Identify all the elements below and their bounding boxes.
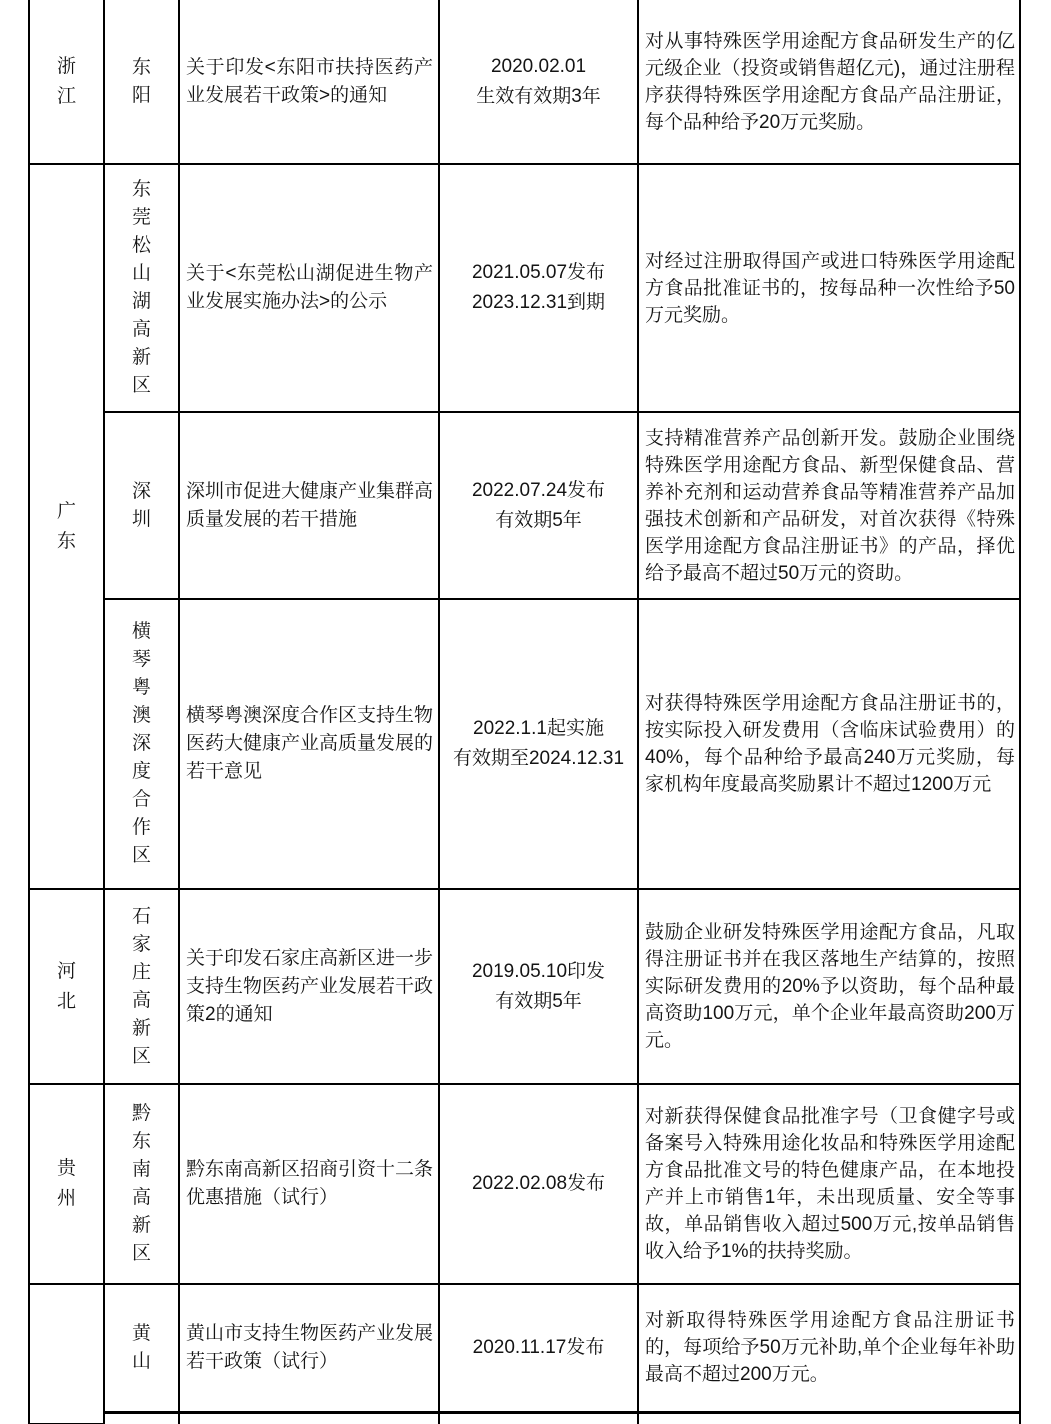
date-line-1: 2022.07.24发布 xyxy=(471,479,606,501)
policy-title-cell xyxy=(179,1084,439,1284)
description-cell xyxy=(638,599,1020,889)
date-cell xyxy=(439,1084,638,1284)
date-line-2: 有效期5年 xyxy=(495,509,582,531)
table-row xyxy=(29,412,1020,599)
date-line-2: 生效有效期3年 xyxy=(476,85,601,107)
date-cell xyxy=(439,164,638,412)
description-cell xyxy=(638,164,1020,412)
date-cell xyxy=(439,1284,638,1412)
description-cell xyxy=(638,1412,1020,1424)
policy-title-cell xyxy=(179,889,439,1084)
date-line-1: 2019.05.10印发 xyxy=(471,960,606,982)
city-label: 黔东南高新区 xyxy=(131,1103,151,1264)
city-cell xyxy=(104,164,179,412)
table-row xyxy=(29,1284,1020,1412)
city-label: 石家庄高新区 xyxy=(131,905,151,1067)
city-cell xyxy=(104,1084,179,1284)
date-cell xyxy=(439,889,638,1084)
policy-title: 关于印发石家庄高新区进一步支持生物医药产业发展若干政策2的通知 xyxy=(186,947,434,1025)
policy-title: 关于<东莞松山湖促进生物产业发展实施办法>的公示 xyxy=(186,263,433,312)
province-cell xyxy=(29,889,104,1084)
date-cell xyxy=(439,599,638,889)
date-line-2: 2023.12.31到期 xyxy=(471,292,606,313)
policy-title: 横琴粤澳深度合作区支持生物医药大健康产业高质量发展的若干意见 xyxy=(186,705,434,782)
policy-title: 黄山市支持生物医药产业发展若干政策（试行） xyxy=(186,1322,434,1372)
province-cell xyxy=(29,0,104,164)
policy-table xyxy=(28,0,1021,1424)
city-label: 黄山 xyxy=(131,1322,151,1372)
city-cell xyxy=(104,0,179,164)
city-label: 横琴粤澳深度合作区 xyxy=(131,621,151,866)
city-cell xyxy=(104,599,179,889)
description-cell xyxy=(638,1084,1020,1284)
province-cell xyxy=(29,1284,104,1424)
table-row xyxy=(29,1084,1020,1284)
province-label: 贵州 xyxy=(56,1158,76,1209)
date-line-2: 有效期至2024.12.31 xyxy=(452,748,625,769)
description-cell xyxy=(638,412,1020,599)
table-row xyxy=(29,599,1020,889)
city-cell xyxy=(104,1284,179,1412)
province-cell xyxy=(29,1084,104,1284)
policy-title-cell xyxy=(179,1284,439,1412)
date-line-1: 2022.1.1起实施 xyxy=(473,718,604,739)
date-line-2: 有效期5年 xyxy=(495,990,582,1012)
description-text: 对新取得特殊医学用途配方食品注册证书的，每项给予50万元补助,单个企业每年补助最高不超过200万元。 xyxy=(645,1310,1015,1386)
policy-title: 深圳市促进大健康产业集群高质量发展的若干措施 xyxy=(186,480,434,530)
policy-title-cell xyxy=(179,1412,439,1424)
description-cell xyxy=(638,0,1020,164)
policy-title: 关于印发<东阳市扶持医药产业发展若干政策>的通知 xyxy=(186,56,433,106)
policy-title-cell xyxy=(179,599,439,889)
city-label: 东莞松山湖高新区 xyxy=(131,179,151,396)
city-cell xyxy=(104,889,179,1084)
province-label: 浙江 xyxy=(56,55,76,107)
date-cell xyxy=(439,0,638,164)
description-text: 对新获得保健食品批准字号（卫食健字号或备案号入特殊用途化妆品和特殊医学用途配方食品批准文号的特色健康产品，在本地投产并上市销售1年，未出现质量、安全等事故，单品销售收入超过500万元,按单品销售收入给予1%的扶持奖励。 xyxy=(645,1106,1015,1262)
table-row-cutoff xyxy=(29,1412,1020,1424)
date-cell xyxy=(439,1412,638,1424)
city-cell xyxy=(104,1412,179,1424)
policy-title-cell xyxy=(179,164,439,412)
date-cell xyxy=(439,412,638,599)
table-row xyxy=(29,889,1020,1084)
province-label: 广东 xyxy=(56,500,76,552)
province-label: 河北 xyxy=(56,960,76,1012)
date-line-1: 2021.05.07发布 xyxy=(471,262,606,283)
city-label: 东阳 xyxy=(131,56,151,106)
policy-title: 黔东南高新区招商引资十二条优惠措施（试行） xyxy=(186,1159,434,1208)
table-row xyxy=(29,164,1020,412)
city-label: 深圳 xyxy=(131,480,151,530)
description-text: 对从事特殊医学用途配方食品研发生产的亿元级企业（投资或销售超亿元)，通过注册程序获得特殊医学用途配方食品产品注册证，每个品种给予20万元奖励。 xyxy=(645,30,1015,133)
description-cell xyxy=(638,1284,1020,1412)
description-text: 支持精准营养产品创新开发。鼓励企业围绕特殊医学用途配方食品、新型保健食品、营养补充剂和运动营养食品等精准营养产品加强技术创新和产品研发，对首次获得《特殊医学用途配方食品注册证书》的产品，择优给予最高不超过50万元的资助。 xyxy=(645,427,1015,584)
description-cell xyxy=(638,889,1020,1084)
table-row xyxy=(29,0,1020,164)
date-line-1: 2020.02.01 xyxy=(490,55,587,77)
policy-title-cell xyxy=(179,0,439,164)
description-text: 鼓励企业研发特殊医学用途配方食品，凡取得注册证书并在我区落地生产结算的，按照实际研发费用的20%予以资助，每个品种最高资助100万元，单个企业年最高资助200万元。 xyxy=(645,922,1015,1051)
description-text: 对经过注册取得国产或进口特殊医学用途配方食品批准证书的，按每品种一次性给予50万元奖励。 xyxy=(645,250,1015,326)
province-cell xyxy=(29,164,104,889)
date-line-1: 2022.02.08发布 xyxy=(471,1173,606,1194)
date-line-1: 2020.11.17发布 xyxy=(472,1336,605,1358)
policy-title-cell xyxy=(179,412,439,599)
description-text: 对获得特殊医学用途配方食品注册证书的，按实际投入研发费用（含临床试验费用）的40%，每个品种给予最高240万元奖励，每家机构年度最高奖励累计不超过1200万元 xyxy=(645,693,1015,795)
city-cell xyxy=(104,412,179,599)
